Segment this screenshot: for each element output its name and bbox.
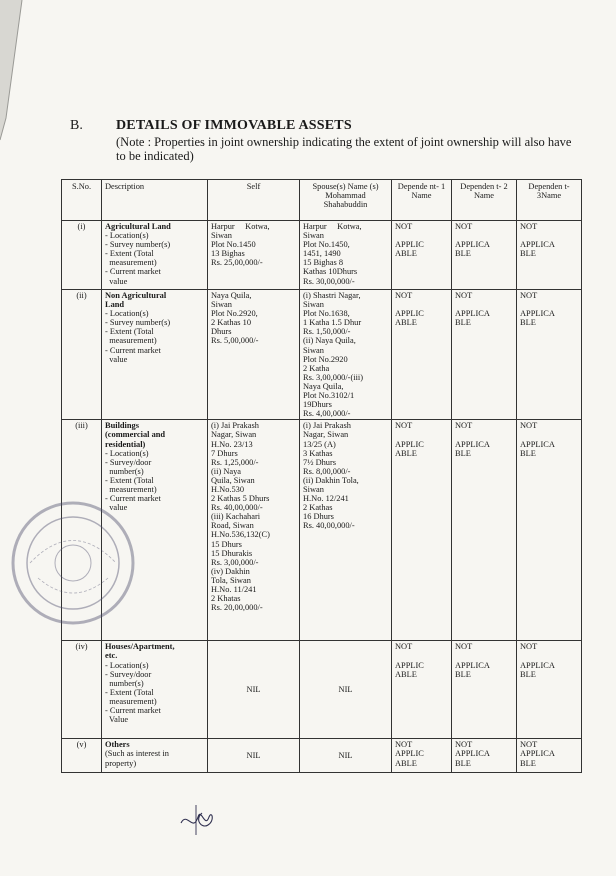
header-self: Self — [208, 180, 300, 221]
row-dependent-1: NOT APPLIC ABLE — [392, 290, 452, 420]
row-sno: (iii) — [62, 420, 102, 641]
row-dependent-1: NOT APPLIC ABLE — [392, 641, 452, 739]
row-spouse: NIL — [300, 739, 392, 773]
row-description — [102, 641, 208, 739]
row-description — [102, 739, 208, 773]
row-self: Harpur Kotwa, Siwan Plot No.1450 13 Bighas Rs. 25,00,000/- — [208, 221, 300, 290]
row-dependent-2: NOT APPLICA BLE — [452, 420, 517, 641]
row-dependent-3: NOT APPLICA BLE — [517, 739, 582, 773]
row-spouse: Harpur Kotwa, Siwan Plot No.1450, 1451, 1490 15 Bighas 8 Kathas 10Dhurs Rs. 30,00,000/- — [300, 221, 392, 290]
section-letter: B. — [70, 118, 83, 133]
row-items: - Location(s) - Survey number(s) - Extent (Total measurement) - Current market value — [105, 309, 171, 364]
header-sno: S.No. — [62, 180, 102, 221]
row-sno: (i) — [62, 221, 102, 290]
row-sno: (iv) — [62, 641, 102, 739]
signature-icon — [178, 803, 218, 837]
row-spouse: (i) Jai Prakash Nagar, Siwan 13/25 (A) 3 Kathas 7½ Dhurs Rs. 8,00,000/- (ii) Dakhin Tola, Siwan H.No. 12/241 2 Kathas 16 Dhurs Rs. 40,00,000/- — [300, 420, 392, 641]
row-items: - Location(s) - Survey/door number(s) - Extent (Total measurement) - Current market Value — [105, 660, 161, 725]
row-description — [102, 221, 208, 290]
row-sno: (ii) — [62, 290, 102, 420]
row-items: - Location(s) - Survey/door number(s) - Extent (Total measurement) - Current market value — [105, 448, 161, 513]
row-dependent-2: NOT APPLICA BLE — [452, 221, 517, 290]
immovable-assets-table — [61, 179, 582, 773]
row-dependent-3: NOT APPLICA BLE — [517, 221, 582, 290]
section-title: DETAILS OF IMMOVABLE ASSETS — [116, 118, 352, 133]
row-dependent-1: NOT APPLIC ABLE — [392, 420, 452, 641]
row-title: Agricultural Land — [105, 222, 171, 231]
header-spouse: Spouse(s) Name (s) Mohammad Shahabuddin — [300, 180, 392, 221]
row-description — [102, 290, 208, 420]
row-spouse: NIL — [300, 641, 392, 739]
row-dependent-2: NOT APPLICA BLE — [452, 641, 517, 739]
table-row — [62, 739, 582, 773]
row-items: - Location(s) - Survey number(s) - Extent (Total measurement) - Current market value — [105, 231, 171, 286]
row-self: Naya Quila, Siwan Plot No.2920, 2 Kathas 10 Dhurs Rs. 5,00,000/- — [208, 290, 300, 420]
table-row — [62, 221, 582, 290]
row-title: Non Agricultural Land — [105, 291, 167, 310]
row-self: (i) Jai Prakash Nagar, Siwan H.No. 23/13 7 Dhurs Rs. 1,25,000/- (ii) Naya Quila, Siwan H.No.530 2 Kathas 5 Dhurs Rs. 40,00,000/- (iii) Kachahari Road, Siwan H.No.536,132(C) 15 Dhurs 15 Dhurakis Rs. 3,00,000/- (iv) Dakhin Tola, Siwan H.No. 11/241 2 Khatas Rs. 20,00,000/- — [208, 420, 300, 641]
row-self: NIL — [208, 641, 300, 739]
row-title: Buildings (commercial and residential) — [105, 421, 166, 449]
row-dependent-2: NOT APPLICA BLE — [452, 290, 517, 420]
row-title: Houses/Apartment, etc. — [105, 642, 175, 661]
section-note: (Note : Properties in joint ownership indicating the extent of joint ownership will also have to be indicated) — [116, 135, 572, 163]
table-header-row — [62, 180, 582, 221]
header-dependent-2: Dependen t- 2 Name — [452, 180, 517, 221]
row-dependent-3: NOT APPLICA BLE — [517, 420, 582, 641]
row-dependent-3: NOT APPLICA BLE — [517, 641, 582, 739]
row-dependent-2: NOT APPLICA BLE — [452, 739, 517, 773]
row-sno: (v) — [62, 739, 102, 773]
row-self: NIL — [208, 739, 300, 773]
row-spouse: (i) Shastri Nagar, Siwan Plot No.1638, 1 Katha 1.5 Dhur Rs. 1,50,000/- (ii) Naya Quila, Siwan Plot No.2920 2 Katha Rs. 3,00,000/-(iii) Naya Quila, Plot No.3102/1 19Dhurs Rs. 4,00,000/- — [300, 290, 392, 420]
table-row — [62, 290, 582, 420]
row-dependent-3: NOT APPLICA BLE — [517, 290, 582, 420]
table-row — [62, 420, 582, 641]
header-dependent-1: Depende nt- 1 Name — [392, 180, 452, 221]
header-dependent-3: Dependen t- 3Name — [517, 180, 582, 221]
row-dependent-1: NOT APPLIC ABLE — [392, 739, 452, 773]
table-row — [62, 641, 582, 739]
row-dependent-1: NOT APPLIC ABLE — [392, 221, 452, 290]
row-title: Others — [105, 740, 130, 750]
header-description: Description — [102, 180, 208, 221]
row-items: (Such as interest in property) — [105, 749, 169, 768]
notary-seal-icon — [8, 498, 138, 628]
